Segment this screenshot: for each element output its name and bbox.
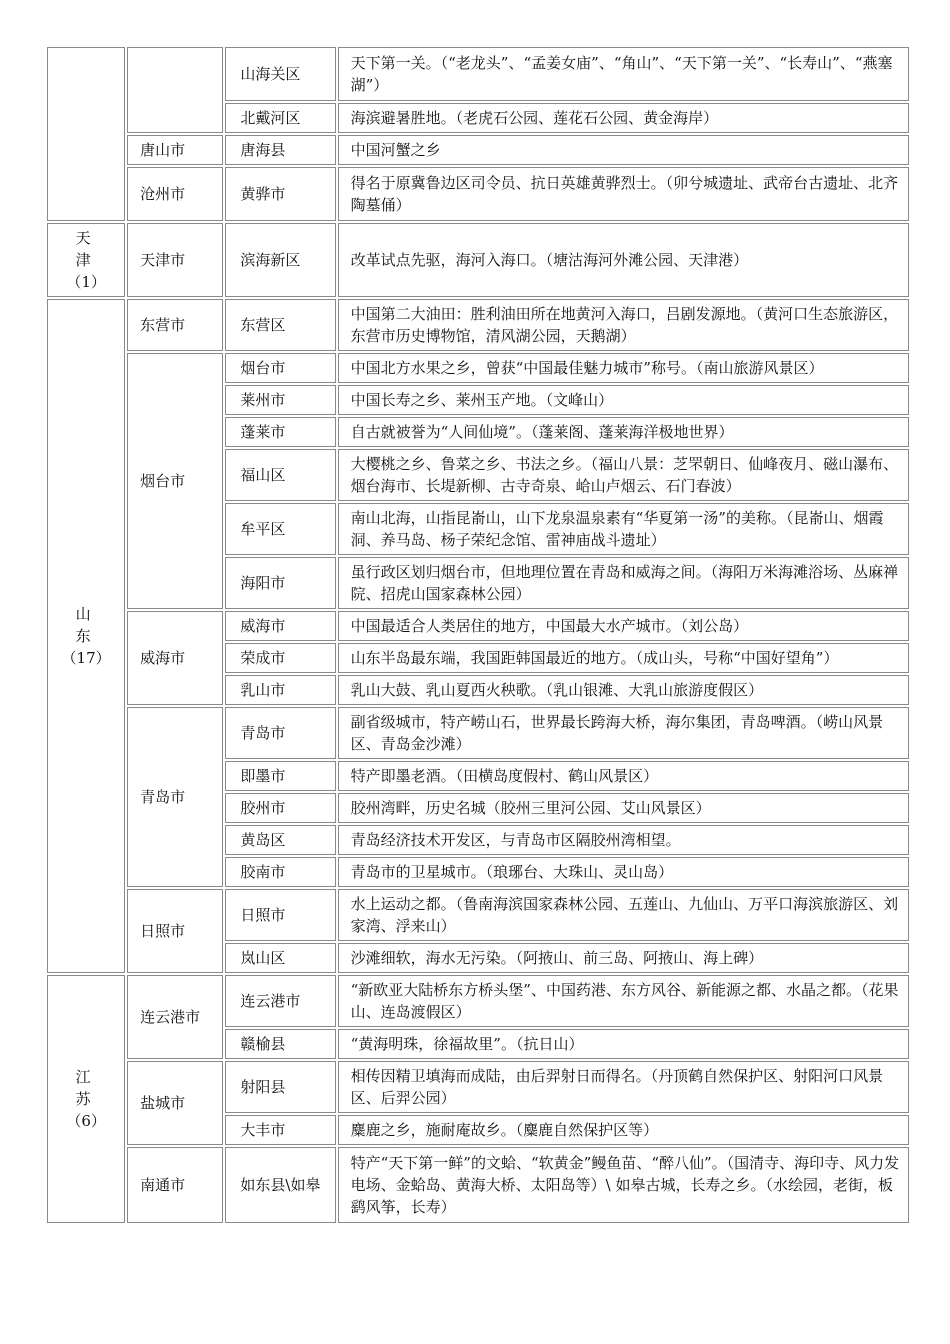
province-name: 天 津: [75, 229, 146, 269]
county-cell: 威海市: [225, 611, 335, 641]
table-row: [47, 223, 909, 297]
description-cell: 乳山大鼓、乳山夏西火秧歌。（乳山银滩、大乳山旅游度假区）: [338, 675, 909, 705]
table-row: [47, 611, 909, 641]
province-cell: [47, 299, 146, 973]
city-cell: 南通市: [127, 1147, 223, 1223]
description-cell: 自古就被誉为“人间仙境”。（蓬莱阁、蓬莱海洋极地世界）: [338, 417, 909, 447]
description-cell: 得名于原冀鲁边区司令员、抗日英雄黄骅烈士。（卯兮城遗址、武帝台古遗址、北齐陶墓俑）: [338, 167, 909, 221]
table-row: [47, 135, 909, 165]
province-count: （1）: [66, 273, 106, 291]
table-row: [47, 707, 909, 759]
county-cell: 胶州市: [225, 793, 335, 823]
county-cell: 黄岛区: [225, 825, 335, 855]
province-name: 江 苏: [75, 1068, 146, 1108]
description-cell: 中国最适合人类居住的地方，中国最大水产城市。（刘公岛）: [338, 611, 909, 641]
description-cell: 副省级城市，特产崂山石，世界最长跨海大桥，海尔集团，青岛啤酒。（崂山风景区、青岛金沙滩）: [338, 707, 909, 759]
description-cell: “新欧亚大陆桥东方桥头堡”、中国药港、东方风谷、新能源之都、水晶之都。（花果山、连岛渡假区）: [338, 975, 909, 1027]
coastal-cities-table: [45, 45, 911, 1225]
description-cell: 山东半岛最东端，我国距韩国最近的地方。（成山头，号称“中国好望角”）: [338, 643, 909, 673]
county-cell: 射阳县: [225, 1061, 335, 1113]
city-cell: 盐城市: [127, 1061, 223, 1145]
description-cell: 胶州湾畔，历史名城（胶州三里河公园、艾山风景区）: [338, 793, 909, 823]
description-cell: 特产即墨老酒。（田横岛度假村、鹤山风景区）: [338, 761, 909, 791]
county-cell: 牟平区: [225, 503, 335, 555]
description-cell: 海滨避暑胜地。（老虎石公园、莲花石公园、黄金海岸）: [338, 103, 909, 133]
county-cell: 日照市: [225, 889, 335, 941]
city-cell: 天津市: [127, 223, 223, 297]
description-cell: 大樱桃之乡、鲁菜之乡、书法之乡。（福山八景：芝罘朝日、仙峰夜月、磁山瀑布、烟台海市、长堤新柳、古寺奇泉、峆山卢烟云、石门春波）: [338, 449, 909, 501]
county-cell: 莱州市: [225, 385, 335, 415]
description-cell: 麋鹿之乡，施耐庵故乡。（麋鹿自然保护区等）: [338, 1115, 909, 1145]
description-cell: 中国北方水果之乡，曾获“中国最佳魅力城市”称号。（南山旅游风景区）: [338, 353, 909, 383]
city-cell: 唐山市: [127, 135, 223, 165]
province-cell: [47, 47, 125, 221]
description-cell: 中国长寿之乡、莱州玉产地。（文峰山）: [338, 385, 909, 415]
county-cell: 蓬莱市: [225, 417, 335, 447]
city-table-sheet: [45, 45, 911, 1225]
county-cell: 大丰市: [225, 1115, 335, 1145]
table-row: [47, 1061, 909, 1113]
city-cell: 连云港市: [127, 975, 223, 1059]
table-row: [47, 889, 909, 941]
county-cell: 胶南市: [225, 857, 335, 887]
table-row: [47, 975, 909, 1027]
county-cell: 乳山市: [225, 675, 335, 705]
description-cell: 青岛经济技术开发区，与青岛市区隔胶州湾相望。: [338, 825, 909, 855]
description-cell: 水上运动之都。（鲁南海滨国家森林公园、五莲山、九仙山、万平口海滨旅游区、刘家湾、浮来山）: [338, 889, 909, 941]
county-cell: 唐海县: [225, 135, 335, 165]
county-cell: 赣榆县: [225, 1029, 335, 1059]
county-cell: 黄骅市: [225, 167, 335, 221]
province-count: （6）: [66, 1112, 106, 1130]
county-cell: 山海关区: [225, 47, 335, 101]
county-cell: 北戴河区: [225, 103, 335, 133]
city-cell: [127, 47, 223, 133]
county-cell: 如东县\如皋: [225, 1147, 335, 1223]
table-row: [47, 353, 909, 383]
province-cell: [47, 975, 146, 1223]
city-cell: 威海市: [127, 611, 223, 705]
description-cell: 中国第二大油田：胜利油田所在地黄河入海口，吕剧发源地。（黄河口生态旅游区，东营市历史博物馆，清风湖公园，天鹅湖）: [338, 299, 909, 351]
description-cell: 虽行政区划归烟台市，但地理位置在青岛和威海之间。（海阳万米海滩浴场、丛麻禅院、招虎山国家森林公园）: [338, 557, 909, 609]
description-cell: “黄海明珠，徐福故里”。（抗日山）: [338, 1029, 909, 1059]
county-cell: 岚山区: [225, 943, 335, 973]
county-cell: 烟台市: [225, 353, 335, 383]
description-cell: 改革试点先驱，海河入海口。（塘沽海河外滩公园、天津港）: [338, 223, 909, 297]
province-cell: [47, 223, 146, 297]
description-cell: 天下第一关。（“老龙头”、“孟姜女庙”、“角山”、“天下第一关”、“长寿山”、“燕塞湖”）: [338, 47, 909, 101]
table-row: [47, 299, 909, 351]
description-cell: 相传因精卫填海而成陆，由后羿射日而得名。（丹顶鹤自然保护区、射阳河口风景区、后羿公园）: [338, 1061, 909, 1113]
description-cell: 特产“天下第一鲜”的文蛤、“软黄金”鳗鱼苗、“醉八仙”。（国清寺、海印寺、风力发电场、金蛤岛、黄海大桥、太阳岛等）\ 如皋古城，长寿之乡。（水绘园，老街，板鹞风筝，长寿）: [338, 1147, 909, 1223]
county-cell: 即墨市: [225, 761, 335, 791]
city-cell: 日照市: [127, 889, 223, 973]
description-cell: 沙滩细软，海水无污染。（阿掖山、前三岛、阿掖山、海上碑）: [338, 943, 909, 973]
province-count: （17）: [61, 649, 111, 667]
city-cell: 沧州市: [127, 167, 223, 221]
county-cell: 福山区: [225, 449, 335, 501]
city-cell: 青岛市: [127, 707, 223, 887]
county-cell: 滨海新区: [225, 223, 335, 297]
city-cell: 东营市: [127, 299, 223, 351]
county-cell: 青岛市: [225, 707, 335, 759]
description-cell: 南山北海，山指昆嵛山，山下龙泉温泉素有“华夏第一汤”的美称。（昆嵛山、烟霞洞、养马岛、杨子荣纪念馆、雷神庙战斗遗址）: [338, 503, 909, 555]
city-cell: 烟台市: [127, 353, 223, 609]
county-cell: 连云港市: [225, 975, 335, 1027]
table-row: [47, 47, 909, 101]
province-name: 山 东: [75, 605, 146, 645]
county-cell: 海阳市: [225, 557, 335, 609]
county-cell: 东营区: [225, 299, 335, 351]
description-cell: 中国河蟹之乡: [338, 135, 909, 165]
table-row: [47, 1147, 909, 1223]
table-row: [47, 167, 909, 221]
county-cell: 荣成市: [225, 643, 335, 673]
description-cell: 青岛市的卫星城市。（琅琊台、大珠山、灵山岛）: [338, 857, 909, 887]
